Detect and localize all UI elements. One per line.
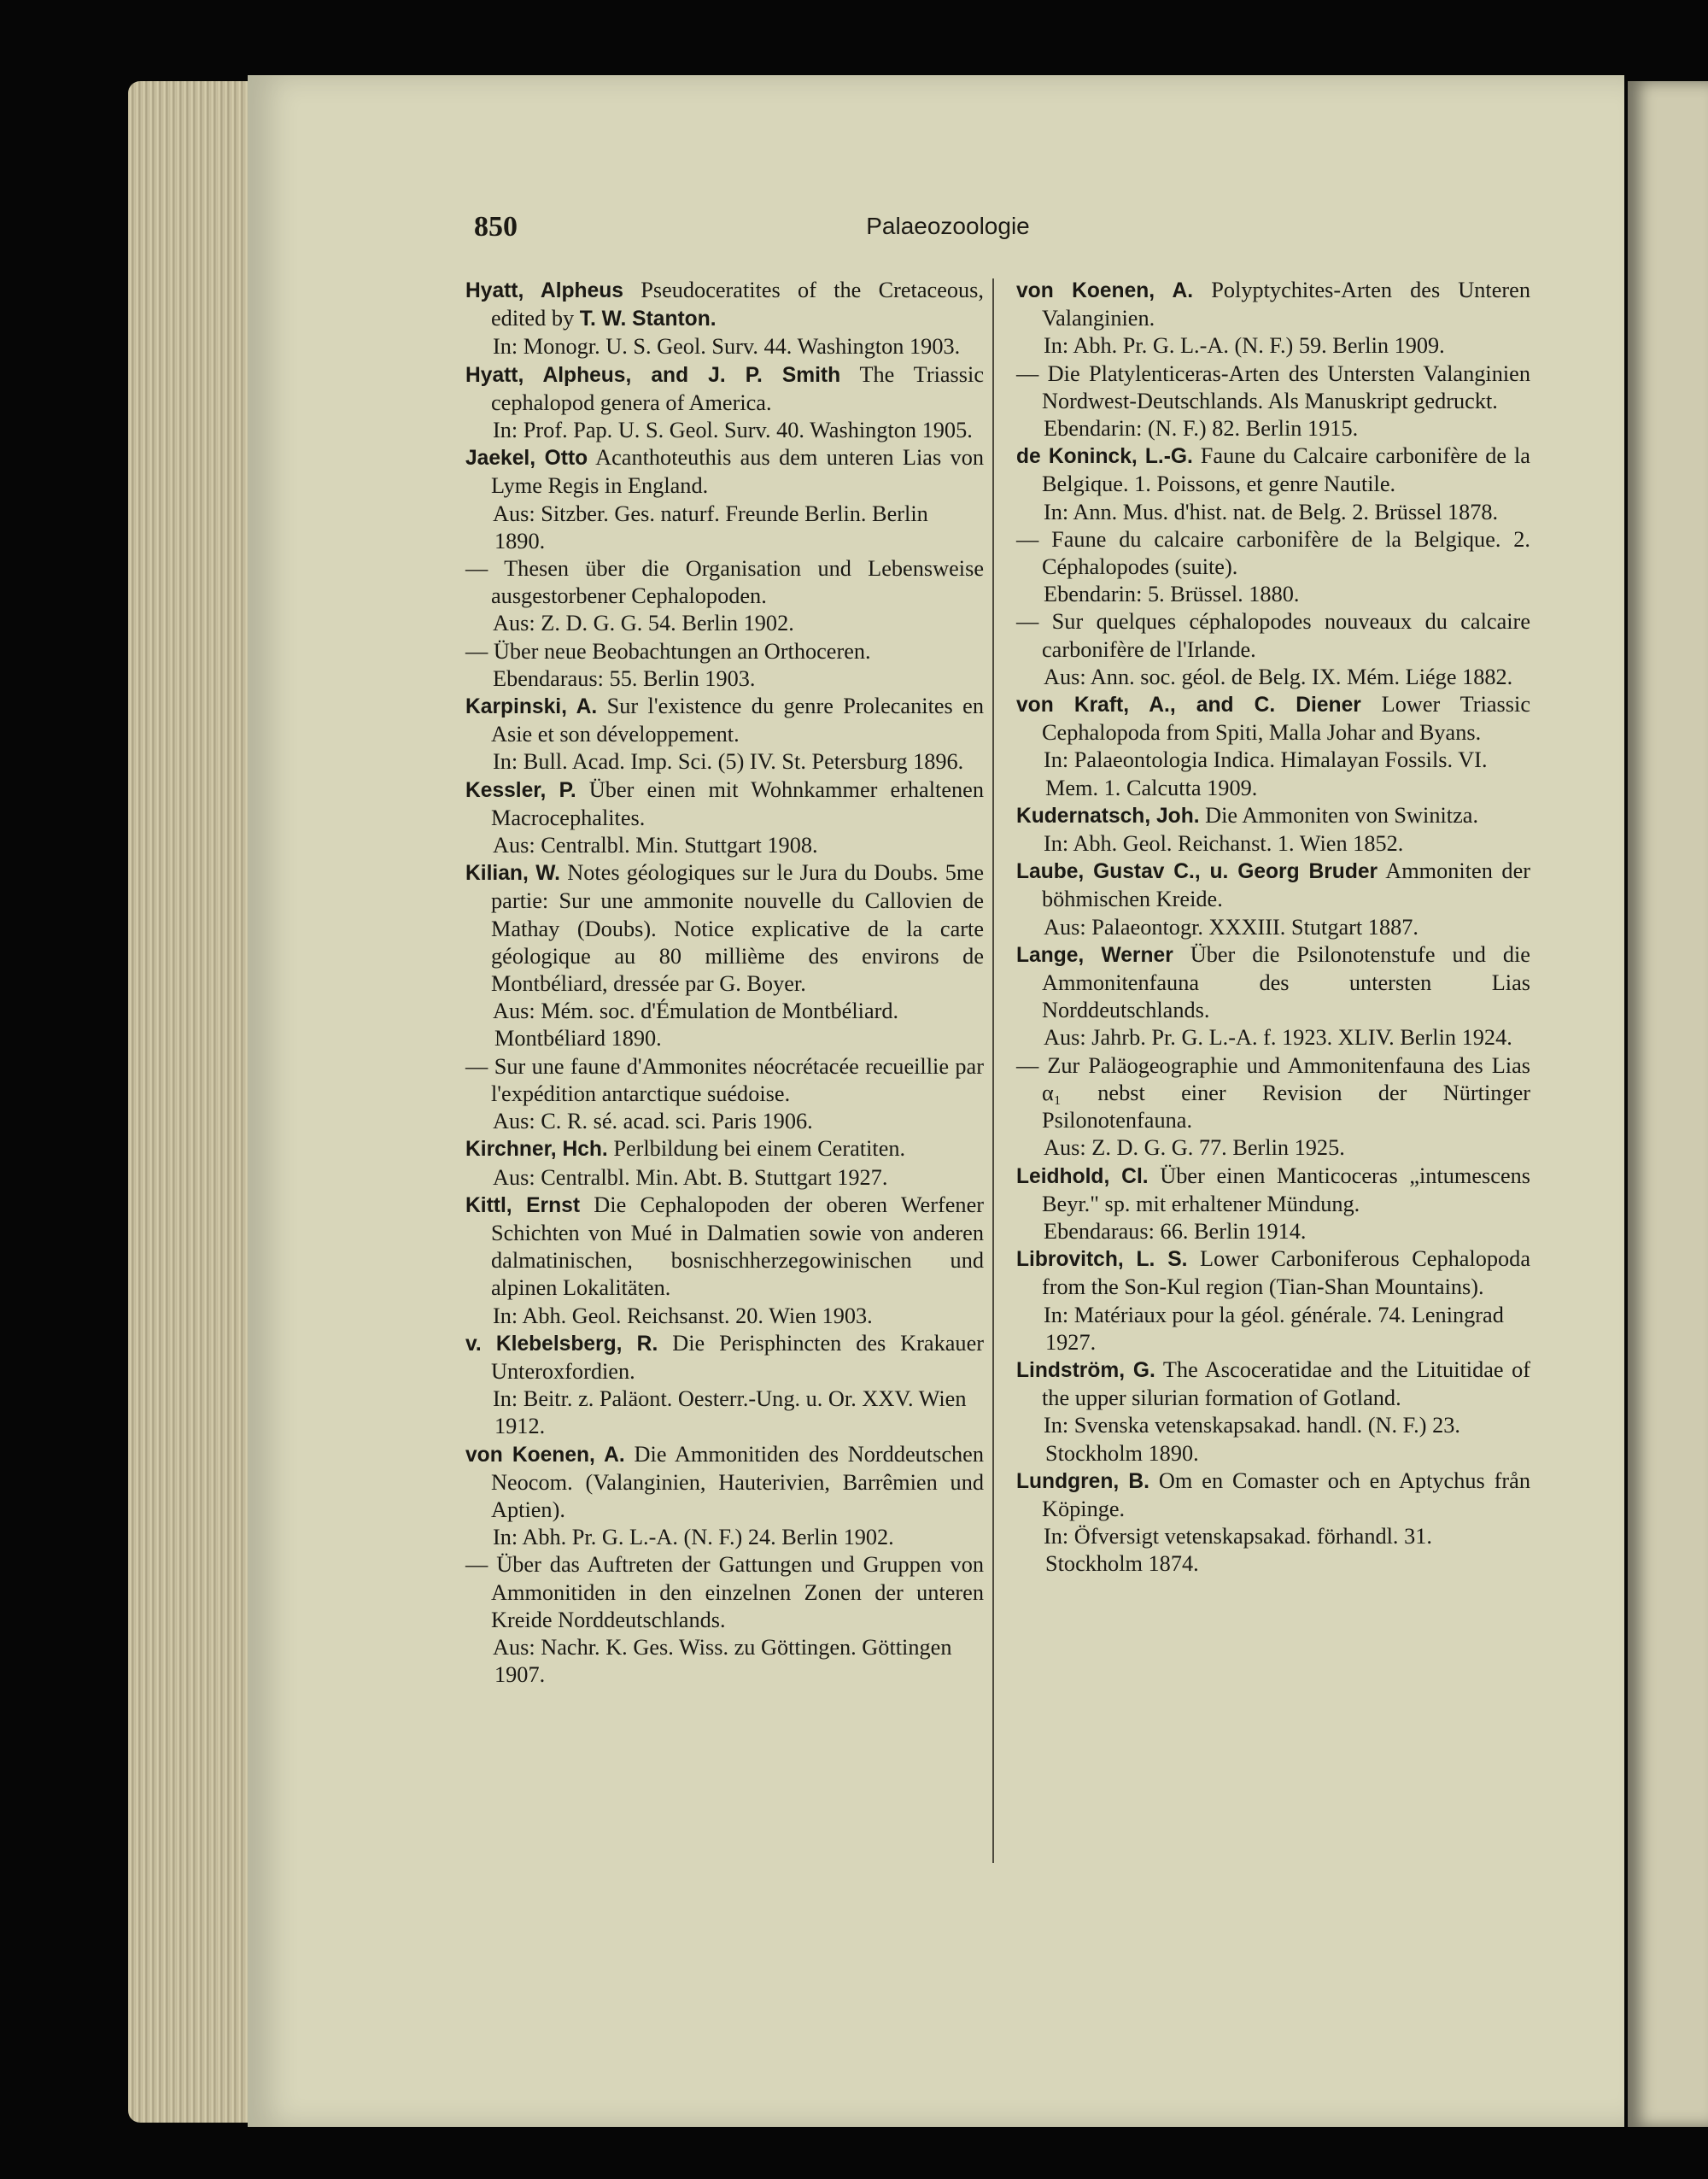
entry-author: Karpinski, A.: [465, 695, 598, 719]
entry-source: In: Abh. Pr. G. L.-A. (N. F.) 59. Berlin 1909.: [1044, 333, 1445, 359]
bib-entry: [465, 1192, 984, 1303]
entry-source: Aus: Sitzber. Ges. naturf. Freunde Berlin. Berlin 1890.: [493, 501, 928, 554]
entry-title: Lower Triassic Cephalopoda from Spiti, Malla Johar and Byans.: [1042, 692, 1530, 746]
entry-title: — Sur quelques céphalopodes nouveaux du calcaire carbonifère de l'Irlande.: [1016, 609, 1530, 662]
entry-source: Aus: Z. D. G. G. 54. Berlin 1902.: [493, 611, 794, 636]
entry-author: Leidhold, Cl.: [1016, 1164, 1149, 1188]
entry-author: v. Klebelsberg, R.: [465, 1332, 658, 1356]
bib-entry: [465, 1135, 984, 1163]
entry-author: Librovitch, L. S.: [1016, 1248, 1188, 1272]
bib-entry: [1016, 360, 1530, 415]
entry-source: Aus: Mém. soc. d'Émulation de Montbéliard. Montbéliard 1890.: [493, 999, 899, 1051]
right-column: [1016, 277, 1530, 1579]
entry-author: Kittl, Ernst: [465, 1193, 581, 1217]
entry-source: In: Matériaux pour la géol. générale. 74. Leningrad 1927.: [1044, 1302, 1504, 1355]
bib-entry: [465, 1330, 984, 1385]
bib-entry: [465, 444, 984, 500]
entry-title: — Über das Auftreten der Gattungen und Gruppen von Ammonitiden in den einzelnen Zonen der unteren Kreide Norddeutschlands.: [465, 1552, 984, 1632]
entry-title: Om en Comaster och en Aptychus från Köpinge.: [1042, 1467, 1530, 1521]
entry-source: In: Monogr. U. S. Geol. Surv. 44. Washington 1903.: [493, 334, 961, 360]
entry-source: Ebendaraus: 66. Berlin 1914.: [1044, 1218, 1307, 1244]
bib-entry: [465, 555, 984, 610]
entry-author: Kilian, W.: [465, 862, 560, 886]
entry-source: In: Svenska vetenskapsakad. handl. (N. F.) 23. Stockholm 1890.: [1044, 1413, 1460, 1466]
bib-entry: [1016, 1356, 1530, 1412]
bib-entry: [465, 1441, 984, 1525]
bib-entry: [1016, 691, 1530, 747]
entry-source: In: Abh. Geol. Reichsanst. 20. Wien 1903.: [493, 1303, 873, 1328]
entry-title: The Triassic cephalopod genera of America.: [491, 361, 984, 415]
entry-title: Acanthoteuthis aus dem unteren Lias von Lyme Regis in England.: [491, 445, 984, 499]
bib-entry: [1016, 277, 1530, 332]
entry-title: Die Ammoniten von Swinitza.: [1199, 802, 1479, 828]
entry-source: In: Prof. Pap. U. S. Geol. Surv. 40. Washington 1905.: [493, 418, 973, 443]
entry-author: Lundgren, B.: [1016, 1469, 1149, 1493]
entry-source: In: Ann. Mus. d'hist. nat. de Belg. 2. Brüssel 1878.: [1044, 499, 1499, 524]
entry-title: Ammoniten der böhmischen Kreide.: [1042, 858, 1530, 912]
entry-author: Kudernatsch, Joh.: [1016, 804, 1200, 828]
entry-source: In: Abh. Geol. Reichanst. 1. Wien 1852.: [1044, 831, 1404, 857]
entry-title: Über einen mit Wohnkammer erhaltenen Macrocephalites.: [491, 776, 984, 830]
entry-source: Aus: Jahrb. Pr. G. L.-A. f. 1923. XLIV. Berlin 1924.: [1044, 1025, 1512, 1051]
bib-entry: [1016, 858, 1530, 913]
entry-source: Aus: Centralbl. Min. Stuttgart 1908.: [493, 833, 818, 858]
entry-title: Polyptychites-Arten des Unteren Valanginien.: [1042, 278, 1530, 331]
book-page-edges: [128, 81, 265, 2123]
entry-title: Die Ammonitiden des Norddeutschen Neocom. (Valanginien, Hauterivien, Barrêmien und Aptien).: [491, 1441, 984, 1522]
entry-author: von Kraft, A., and C. Diener: [1016, 694, 1361, 718]
entry-source: Aus: Nachr. K. Ges. Wiss. zu Göttingen. Göttingen 1907.: [493, 1634, 952, 1688]
bib-entry: [1016, 442, 1530, 498]
entry-source: Ebendarin: 5. Brüssel. 1880.: [1044, 582, 1300, 607]
entry-author: de Koninck, L.-G.: [1016, 445, 1193, 469]
bib-entry: [1016, 1245, 1530, 1301]
entry-author: Kirchner, Hch.: [465, 1138, 608, 1162]
entry-title: — Die Platylenticeras-Arten des Untersten Valanginien Nordwest-Deutschlands. Als Manuskript gedruckt.: [1016, 360, 1530, 413]
entry-source: Ebendarin: (N. F.) 82. Berlin 1915.: [1044, 416, 1359, 442]
entry-title: Faune du Calcaire carbonifère de la Belgique. 1. Poissons, et genre Nautile.: [1042, 443, 1530, 497]
entry-source: In: Öfversigt vetenskapsakad. förhandl. 31. Stockholm 1874.: [1044, 1524, 1432, 1577]
entry-source: Aus: Centralbl. Min. Abt. B. Stuttgart 1927.: [493, 1164, 888, 1190]
entry-editor: T. W. Stanton.: [579, 308, 717, 331]
entry-author: Kessler, P.: [465, 778, 576, 802]
entry-source: In: Beitr. z. Paläont. Oesterr.-Ung. u. Or. XXV. Wien 1912.: [493, 1386, 967, 1439]
entry-title: Über einen Manticoceras „intumescens Beyr." sp. mit erhaltener Mündung.: [1042, 1163, 1530, 1216]
entry-title: — Über neue Beobachtungen an Orthoceren.: [465, 638, 871, 664]
entry-author: von Koenen, A.: [465, 1443, 625, 1467]
entry-title: Pseudoceratites of the Cretaceous, edited by: [491, 278, 984, 331]
bib-entry: [1016, 941, 1530, 1025]
bib-entry: [465, 1053, 984, 1108]
entry-author: Laube, Gustav C., u. Georg Bruder: [1016, 860, 1378, 884]
entry-title: — Faune du calcaire carbonifère de la Belgique. 2. Céphalopodes (suite).: [1016, 526, 1530, 580]
entry-title: Die Cephalopoden der oberen Werfener Schichten von Mué in Dalmatien sowie von anderen dalmatinischen, bosnischherzegowinischen und alpinen Lokalitäten.: [491, 1192, 984, 1301]
entry-source: Aus: C. R. sé. acad. sci. Paris 1906.: [493, 1109, 813, 1134]
bib-entry: [465, 1551, 984, 1634]
entry-source: Aus: Palaeontogr. XXXIII. Stutgart 1887.: [1044, 914, 1418, 940]
running-title: Palaeozoologie: [866, 213, 1030, 239]
entry-title: Lower Carboniferous Cephalopoda from the Son-Kul region (Tian-Shan Mountains).: [1042, 1246, 1531, 1300]
entry-source: In: Abh. Pr. G. L.-A. (N. F.) 24. Berlin 1902.: [493, 1525, 894, 1550]
bib-entry: [1016, 1163, 1530, 1218]
page-number: 850: [474, 211, 518, 243]
entry-source: Aus: Z. D. G. G. 77. Berlin 1925.: [1044, 1135, 1345, 1161]
entry-title: Über die Psilonotenstufe und die Ammonitenfauna des untersten Lias Norddeutschlands.: [1042, 941, 1530, 1023]
bib-entry: [465, 277, 984, 333]
entry-title: The Ascoceratidae and the Lituitidae of the upper silurian formation of Gotland.: [1042, 1356, 1531, 1411]
entry-source: In: Palaeontologia Indica. Himalayan Fossils. VI. Mem. 1. Calcutta 1909.: [1044, 747, 1488, 800]
bib-entry: [1016, 1467, 1530, 1523]
entry-source: Ebendaraus: 55. Berlin 1903.: [493, 665, 756, 691]
entry-title: — Sur une faune d'Ammonites néocrétacée recueillie par l'expédition antarctique suédoise.: [465, 1053, 984, 1106]
bib-entry: [1016, 802, 1530, 830]
entry-title: Sur l'existence du genre Prolecanites en Asie et son développement.: [491, 694, 984, 747]
entry-title: Perlbildung bei einem Ceratiten.: [607, 1136, 906, 1162]
bib-entry: [465, 361, 984, 417]
entry-title: Die Perisphincten des Krakauer Unteroxfordien.: [491, 1330, 984, 1384]
entry-author: Hyatt, Alpheus, and J. P. Smith: [465, 363, 841, 387]
entry-author: von Koenen, A.: [1016, 279, 1194, 302]
column-rule: [992, 278, 994, 1863]
bib-entry: [465, 776, 984, 832]
left-column: [465, 277, 984, 1689]
entry-title: — Zur Paläogeographie und Ammonitenfauna des Lias α₁ nebst einer Revision der Nürtinger Psilonotenfauna.: [1016, 1052, 1530, 1133]
bib-entry: [465, 693, 984, 748]
entry-author: Lange, Werner: [1016, 943, 1173, 967]
bib-entry: [1016, 608, 1530, 663]
next-page-edge: [1628, 81, 1708, 2127]
entry-author: Lindström, G.: [1016, 1358, 1155, 1382]
entry-source: In: Bull. Acad. Imp. Sci. (5) IV. St. Petersburg 1896.: [493, 749, 964, 775]
entry-title: Notes géologiques sur le Jura du Doubs. 5me partie: Sur une ammonite nouvelle du Callovien de Mathay (Doubs). Notice explicative de la carte géologique au 80 millième des environs de Montbéliard, dressée par G. Boyer.: [491, 860, 984, 997]
bib-entry: [465, 638, 984, 665]
bib-entry: [465, 859, 984, 998]
entry-author: Jaekel, Otto: [465, 447, 588, 471]
entry-source: Aus: Ann. soc. géol. de Belg. IX. Mém. Liége 1882.: [1044, 664, 1513, 689]
bib-entry: [1016, 1052, 1530, 1135]
page-header: [474, 211, 1422, 245]
bib-entry: [1016, 526, 1530, 581]
entry-title: — Thesen über die Organisation und Lebensweise ausgestorbener Cephalopoden.: [465, 556, 984, 609]
entry-author: Hyatt, Alpheus: [465, 279, 623, 302]
